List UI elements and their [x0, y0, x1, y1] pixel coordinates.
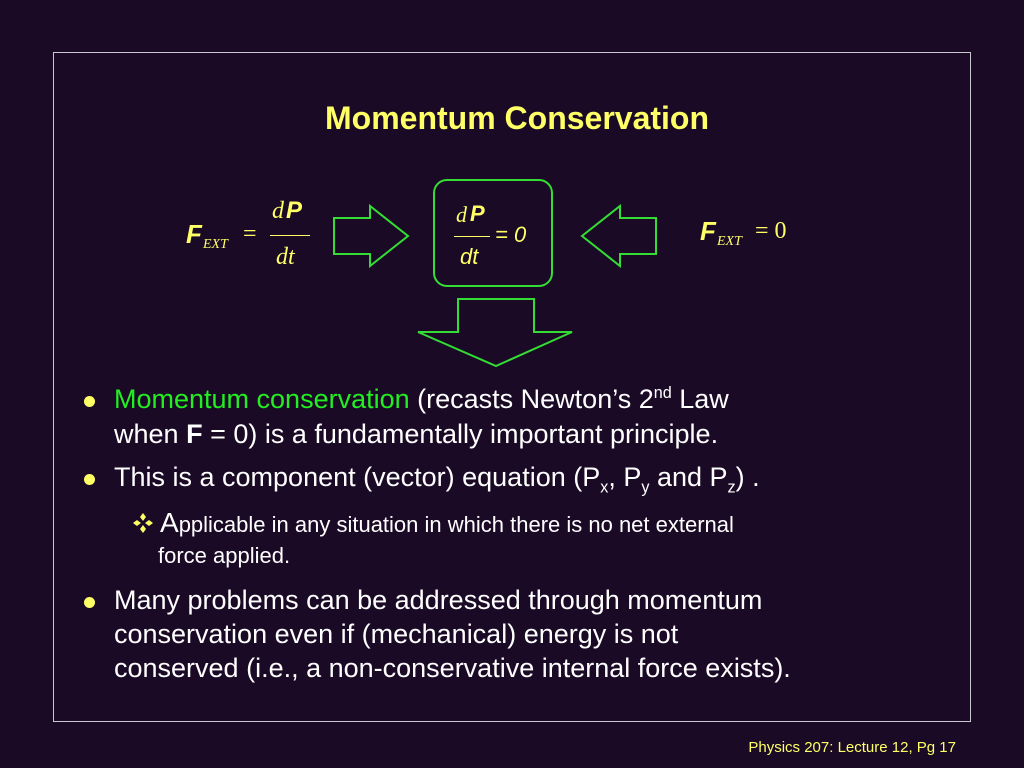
ext-subscript: EXT: [203, 237, 228, 252]
bullet-3-line-2: conservation even if (mechanical) energy is not: [114, 619, 679, 649]
sub-bullet-text-1: pplicable in any situation in which there is no net external: [178, 512, 734, 537]
sub-bullet-line-1: [160, 507, 734, 539]
slide-title: Momentum Conservation: [324, 100, 710, 136]
numerator-d: d: [272, 198, 284, 224]
center-numerator-d: d: [456, 202, 467, 227]
bullet-1-line-2-c: = 0) is a fundamentally important principle.: [202, 419, 719, 449]
bullet-1-line-2-a: when: [114, 419, 187, 449]
superscript-nd: nd: [653, 384, 672, 402]
right-pointing-arrow-icon: [334, 206, 408, 266]
right-rhs: = 0: [755, 218, 787, 244]
down-pointing-arrow-icon: [418, 299, 572, 366]
numerator-p: P: [286, 197, 303, 224]
left-pointing-arrow-icon: [582, 206, 656, 266]
subscript-y: y: [641, 478, 650, 497]
force-symbol: F: [186, 219, 202, 249]
sub-bullet-big-a: A: [160, 507, 179, 538]
bullet-dot: [84, 597, 95, 608]
bullet-dot: [84, 396, 95, 407]
bullet-1-line-2: [114, 419, 718, 450]
subscript-z: z: [727, 478, 736, 497]
bullet-3-line-1: Many problems can be addressed through momentum: [114, 585, 763, 615]
denominator-dt: dt: [276, 244, 295, 270]
bullet-3-line-3: conserved (i.e., a non-conservative internal force exists).: [114, 653, 791, 683]
bullet-2-c: and P: [649, 462, 728, 492]
center-numerator-p: P: [470, 201, 485, 226]
bullet-1-text-end: Law: [671, 384, 729, 414]
momentum-conservation-term: Momentum conservation: [114, 384, 410, 414]
bullet-2-b: , P: [608, 462, 642, 492]
bullet-2-d: ) .: [735, 462, 760, 492]
right-ext-subscript: EXT: [717, 234, 742, 249]
bullet-1-text: (recasts Newton’s 2: [409, 384, 654, 414]
sub-bullet-line-2: force applied.: [158, 543, 291, 568]
bullet-2-a: This is a component (vector) equation (P: [114, 462, 601, 492]
bullet-dot: [84, 474, 95, 485]
slide-footer: Physics 207: Lecture 12, Pg 17: [748, 739, 956, 756]
center-rhs: = 0: [495, 222, 527, 247]
subscript-x: x: [600, 478, 609, 497]
equals-sign: =: [243, 221, 257, 247]
bullet-1-line-1: [114, 384, 729, 415]
bullet-2-line: [114, 462, 760, 497]
right-force-symbol: F: [700, 216, 716, 246]
diamond-bullet-icon: [132, 512, 154, 534]
center-denominator-dt: dt: [460, 244, 479, 269]
bold-f: F: [186, 419, 203, 449]
